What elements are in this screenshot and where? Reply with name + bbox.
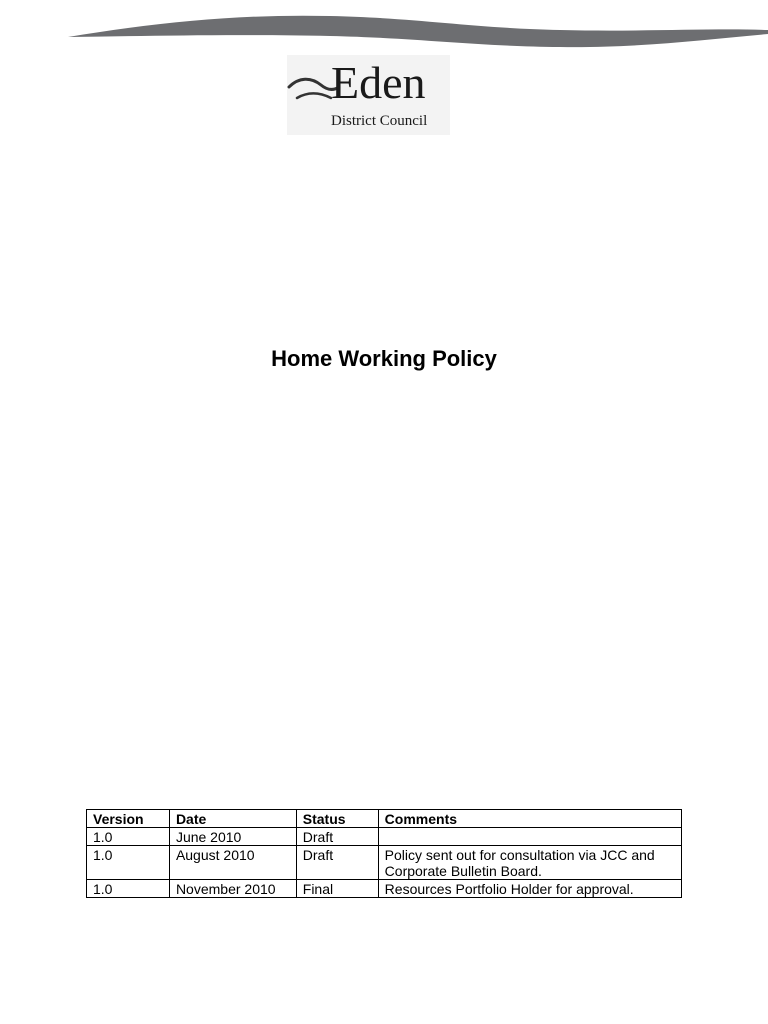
table-row xyxy=(87,846,682,880)
cell-comments xyxy=(378,828,681,846)
logo-name: Eden xyxy=(331,57,426,108)
table-row xyxy=(87,880,682,898)
cell-version: 1.0 xyxy=(87,828,170,846)
header-comments: Comments xyxy=(378,810,681,828)
cell-date: August 2010 xyxy=(169,846,296,880)
cell-status: Draft xyxy=(296,846,378,880)
cell-comments: Resources Portfolio Holder for approval. xyxy=(378,880,681,898)
cell-version: 1.0 xyxy=(87,880,170,898)
cell-status: Final xyxy=(296,880,378,898)
cell-version: 1.0 xyxy=(87,846,170,880)
table-header-row xyxy=(87,810,682,828)
document-title: Home Working Policy xyxy=(271,346,497,371)
cell-date: June 2010 xyxy=(169,828,296,846)
table-row xyxy=(87,828,682,846)
cell-status: Draft xyxy=(296,828,378,846)
cell-comments: Policy sent out for consultation via JCC and Corporate Bulletin Board. xyxy=(378,846,681,880)
header-date: Date xyxy=(169,810,296,828)
logo-subtitle: District Council xyxy=(331,113,428,129)
header-version: Version xyxy=(87,810,170,828)
header-status: Status xyxy=(296,810,378,828)
eden-logo xyxy=(287,55,450,135)
header-swoosh xyxy=(0,0,768,60)
cell-date: November 2010 xyxy=(169,880,296,898)
version-history-table xyxy=(86,809,682,898)
